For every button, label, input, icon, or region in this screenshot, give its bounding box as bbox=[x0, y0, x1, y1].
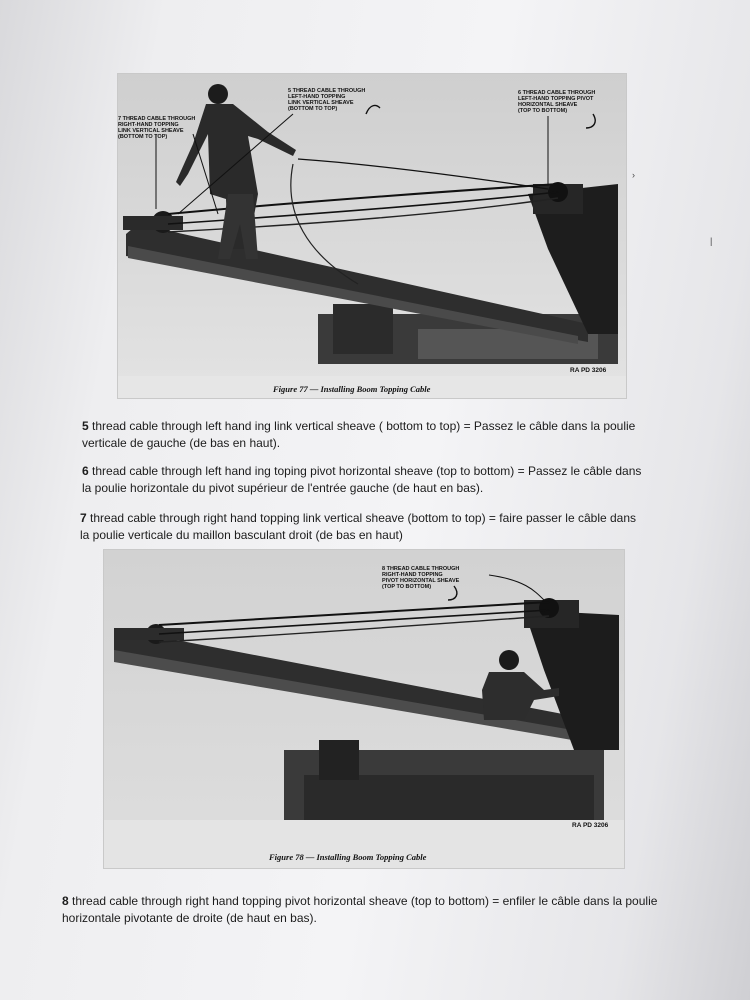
step-5: 5 thread cable through left hand ing link vertical sheave ( bottom to top) = Passez le câble dans la poulie verticale de gauche (de bas en haut). bbox=[82, 419, 636, 450]
step-6: 6 thread cable through left hand ing toping pivot horizontal sheave (top to bottom) = Passez le câble dans la poulie horizontale du pivot supérieur de l'entrée gauche (de haut en bas). bbox=[82, 464, 642, 495]
paper-mark: › bbox=[632, 170, 635, 180]
figure-77-code: RA PD 3206 bbox=[570, 367, 607, 374]
paper-mark: | bbox=[710, 236, 713, 246]
callout-7: 7 THREAD CABLE THROUGH RIGHT-HAND TOPPING LINK VERTICAL SHEAVE (BOTTOM TO TOP) bbox=[118, 116, 196, 140]
callout-6: 6 THREAD CABLE THROUGH LEFT-HAND TOPPING PIVOT HORIZONTAL SHEAVE (TOP TO BOTTOM) bbox=[518, 90, 596, 114]
step-8: 8 thread cable through right hand topping pivot horizontal sheave (top to bottom) = enfiler le câble dans la poulie horizontale pivotante de droite (de haut en bas). bbox=[62, 894, 658, 925]
figure-78-illustration bbox=[104, 550, 624, 868]
figure-78-caption: Figure 78 — Installing Boom Topping Cable bbox=[269, 852, 427, 862]
callout-5: 5 THREAD CABLE THROUGH LEFT-HAND TOPPING LINK VERTICAL SHEAVE (BOTTOM TO TOP) bbox=[288, 88, 366, 112]
figure-78-code: RA PD 3206 bbox=[572, 822, 609, 829]
figure-77-caption: Figure 77 — Installing Boom Topping Cable bbox=[273, 384, 431, 394]
figure-77-photo bbox=[118, 74, 626, 398]
figure-78-photo bbox=[104, 550, 624, 868]
callout-8: 8 THREAD CABLE THROUGH RIGHT-HAND TOPPING PIVOT HORIZONTAL SHEAVE (TOP TO BOTTOM) bbox=[382, 566, 460, 590]
step-7: 7 thread cable through right hand topping link vertical sheave (bottom to top) = faire passer le câble dans la poulie verticale du maillon basculant droit (de bas en haut) bbox=[80, 511, 637, 542]
